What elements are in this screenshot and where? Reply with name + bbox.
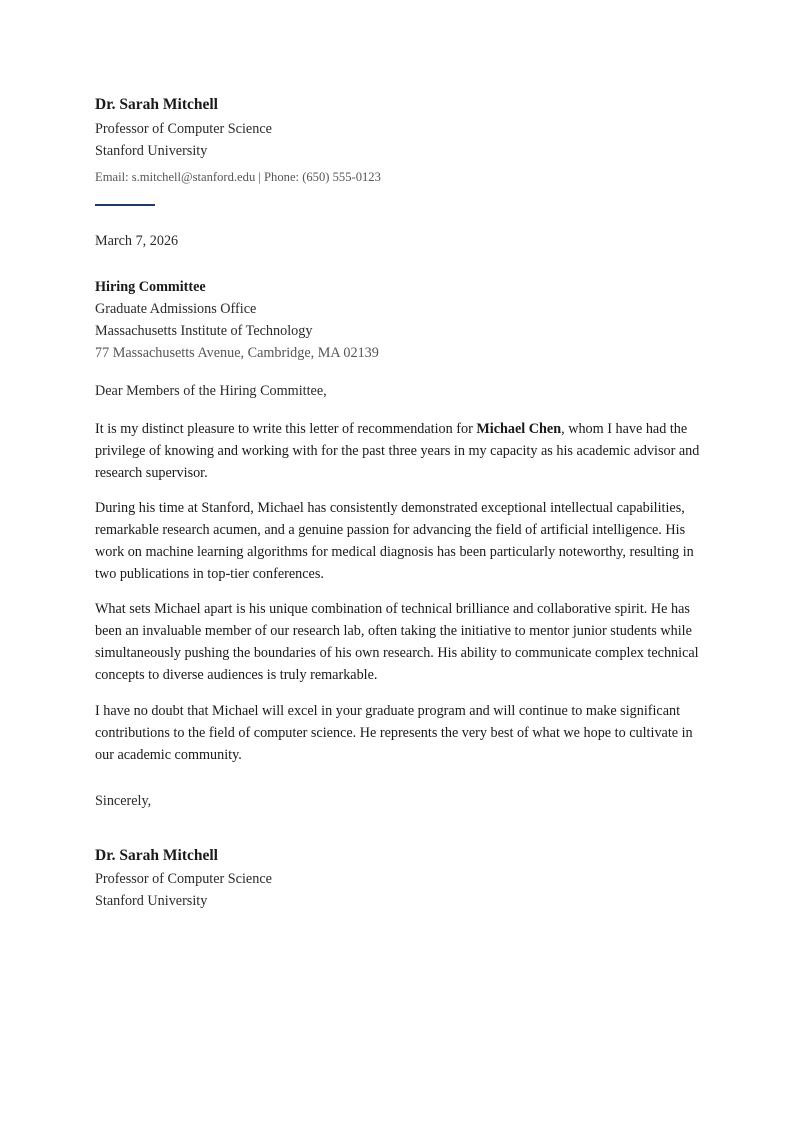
- signature-title: Professor of Computer Science: [95, 871, 272, 887]
- recipient-institution: Massachusetts Institute of Technology: [95, 323, 313, 339]
- sender-title: Professor of Computer Science: [95, 121, 272, 137]
- body-paragraph-1: [95, 418, 705, 484]
- header-divider: [95, 204, 155, 206]
- recipient-address: 77 Massachusetts Avenue, Cambridge, MA 02139: [95, 345, 379, 361]
- signature-name: Dr. Sarah Mitchell: [95, 847, 218, 864]
- body-paragraph-2: During his time at Stanford, Michael has consistently demonstrated exceptional intellectual capabilities, remarkable research acumen, and a genuine passion for advancing the field of artificial intelligence. His work on machine learning algorithms for medical diagnosis has been particularly noteworthy, resulting in two publications in top-tier conferences.: [95, 500, 694, 582]
- sender-institution: Stanford University: [95, 143, 208, 159]
- body-paragraph-3: What sets Michael apart is his unique combination of technical brilliance and collaborative spirit. He has been an invaluable member of our research lab, often taking the initiative to mentor junior students while simultaneously pushing the boundaries of his own research. His ability to communicate complex technical concepts to diverse audiences is truly remarkable.: [95, 601, 699, 683]
- closing: Sincerely,: [95, 793, 152, 809]
- recipient-office: Graduate Admissions Office: [95, 301, 257, 317]
- sender-name: Dr. Sarah Mitchell: [95, 96, 218, 113]
- p1-text-after: , whom I have had the privilege of knowing and working with for the past three years in my capacity as his academic advisor and research supervisor.: [95, 421, 700, 481]
- body-paragraph-4: I have no doubt that Michael will excel in your graduate program and will continue to make significant contributions to the field of computer science. He represents the very best of what we hope to cultivate in our academic community.: [95, 703, 693, 763]
- signature-institution: Stanford University: [95, 893, 208, 909]
- salutation: Dear Members of the Hiring Committee,: [95, 383, 327, 399]
- candidate-name: Michael Chen: [476, 421, 562, 437]
- sender-contact: Email: s.mitchell@stanford.edu | Phone: (650) 555-0123: [95, 170, 381, 184]
- p1-text-before: It is my distinct pleasure to write this letter of recommendation for: [95, 421, 477, 437]
- recipient-name: Hiring Committee: [95, 279, 206, 295]
- letter-date: March 7, 2026: [95, 233, 179, 249]
